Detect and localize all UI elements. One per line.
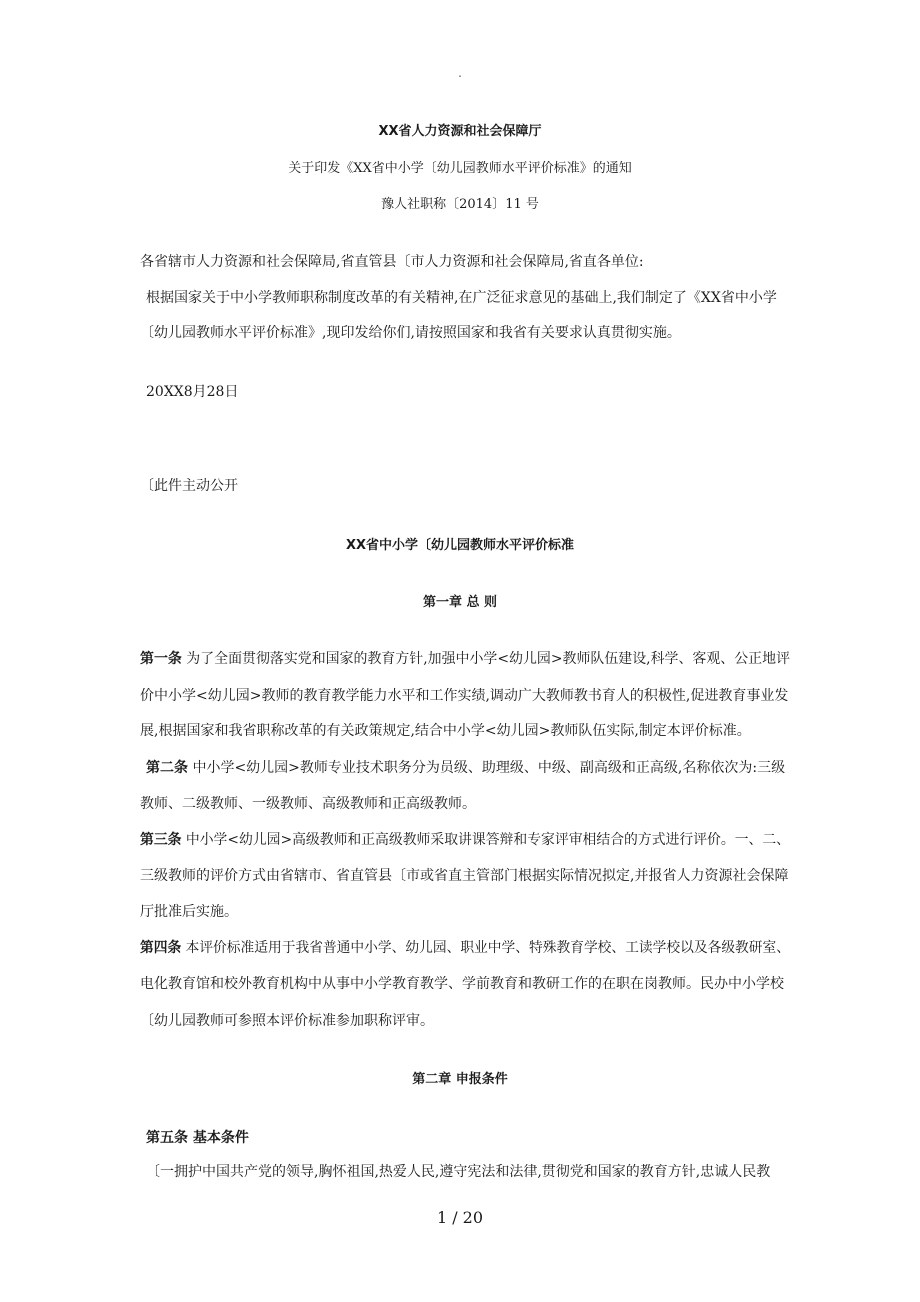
- article-label: 第三条: [140, 832, 182, 848]
- disclosure-note: 〔此件主动公开: [140, 478, 238, 494]
- article-2-line: [146, 757, 785, 777]
- page-dot: .: [458, 66, 462, 80]
- standard-title: XX省中小学〔幼儿园教师水平评价标准: [345, 538, 575, 553]
- article-1-line: 展,根据国家和我省职称改革的有关政策规定,结合中小学<幼儿园>教师队伍实际,制定本评价标准。: [140, 723, 751, 739]
- chapter-heading: 第一章 总 则: [422, 595, 498, 610]
- letter-recipients: 各省辖市人力资源和社会保障局,省直管县〔市人力资源和社会保障局,省直各单位:: [140, 254, 644, 270]
- article-text: 中小学<幼儿园>教师专业技术职务分为员级、助理级、中级、副高级和正高级,名称依次为:三级: [192, 760, 786, 776]
- article-5-line: 〔一拥护中国共产党的领导,胸怀祖国,热爱人民,遵守宪法和法律,贯彻党和国家的教育方针,忠诚人民教: [146, 1164, 771, 1180]
- page-number: 1 / 20: [436, 1208, 484, 1227]
- chapter-heading: 第二章 申报条件: [412, 1072, 508, 1087]
- document-number: 豫人社职称〔2014〕11 号: [381, 197, 539, 212]
- letter-body-line: 根据国家关于中小学教师职称制度改革的有关精神,在广泛征求意见的基础上,我们制定了《XX省中小学: [146, 290, 777, 306]
- article-1-line: 价中小学<幼儿园>教师的教育教学能力水平和工作实绩,调动广大教师教书育人的积极性,促进教育事业发: [140, 688, 789, 704]
- article-label: 第四条: [140, 940, 182, 956]
- article-4-line: 电化教育馆和校外教育机构中从事中小学教育教学、学前教育和教研工作的在职在岗教师。民办中小学校: [140, 976, 784, 992]
- article-5-heading: 第五条 基本条件: [146, 1130, 249, 1146]
- article-2-line: 教师、二级教师、一级教师、高级教师和正高级教师。: [140, 796, 476, 812]
- article-label: 第一条: [140, 651, 182, 667]
- article-text: 中小学<幼儿园>高级教师和正高级教师采取讲课答辩和专家评审相结合的方式进行评价。一、二、: [185, 832, 791, 848]
- article-label: 第二条: [146, 760, 188, 776]
- letter-date: 20XX8月28日: [146, 384, 239, 400]
- article-4-line: 〔幼儿园教师可参照本评价标准参加职称评审。: [140, 1013, 434, 1029]
- article-3-line: 三级教师的评价方式由省辖市、省直管县〔市或省直主管部门根据实际情况拟定,并报省人力资源社会保障: [140, 868, 789, 884]
- letter-body-line: 〔幼儿园教师水平评价标准》,现印发给你们,请按照国家和我省有关要求认真贯彻实施。: [140, 325, 681, 341]
- article-3-line: [140, 829, 790, 849]
- notice-title: 关于印发《XX省中小学〔幼儿园教师水平评价标准》的通知: [288, 161, 632, 176]
- article-3-line: 厅批准后实施。: [140, 904, 238, 920]
- article-text: 为了全面贯彻落实党和国家的教育方针,加强中小学<幼儿园>教师队伍建设,科学、客观、公正地评: [186, 651, 791, 667]
- article-1-line: [140, 648, 790, 668]
- article-4-line: [140, 937, 790, 957]
- issuer-heading: XX省人力资源和社会保障厅: [378, 124, 542, 139]
- article-text: 本评价标准适用于我省普通中小学、幼儿园、职业中学、特殊教育学校、工读学校以及各级教研室、: [185, 940, 790, 956]
